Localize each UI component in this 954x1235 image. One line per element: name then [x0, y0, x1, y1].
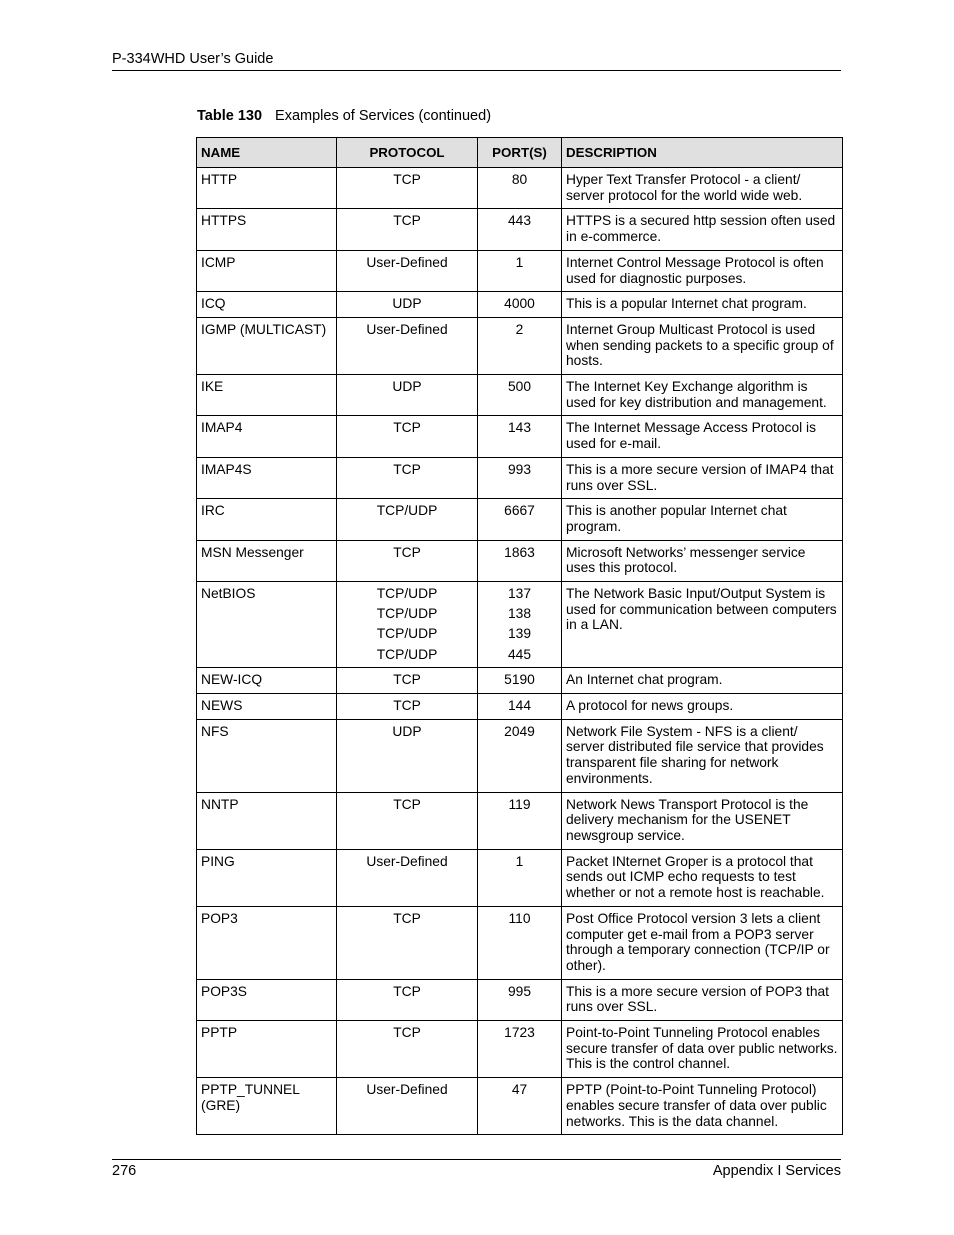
column-header-description: DESCRIPTION: [562, 138, 843, 168]
page-header: [112, 51, 841, 71]
description-cell: The Internet Key Exchange algorithm is used for key distribution and management.: [562, 375, 843, 416]
description-cell: A protocol for news groups.: [562, 694, 843, 720]
protocol-value: TCP: [393, 983, 421, 999]
description-cell: Network File System - NFS is a client/ server distributed file service that provides transparent file sharing for network environments.: [562, 719, 843, 792]
table-row: [197, 979, 843, 1020]
description-cell: This is a more secure version of POP3 that runs over SSL.: [562, 979, 843, 1020]
protocol-value: TCP/UDP: [376, 586, 438, 602]
port-value: 1: [515, 853, 524, 869]
description-cell: HTTPS is a secured http session often used in e-commerce.: [562, 209, 843, 250]
table-row: [197, 906, 843, 979]
guide-title: P-334WHD User’s Guide: [112, 51, 274, 67]
protocol-cell: [337, 457, 478, 498]
port-value: 6667: [504, 503, 535, 519]
service-name-cell: NEW-ICQ: [197, 668, 337, 694]
description-cell: This is another popular Internet chat program.: [562, 499, 843, 540]
table-row: [197, 499, 843, 540]
port-value: 1723: [504, 1025, 535, 1041]
port-value: 1863: [504, 544, 535, 560]
ports-cell: [478, 719, 562, 792]
ports-cell: [478, 209, 562, 250]
table-caption: [197, 108, 491, 124]
description-cell: Packet INternet Groper is a protocol that sends out ICMP echo requests to test whether or not a remote host is reachable.: [562, 849, 843, 906]
description-cell: The Network Basic Input/Output System is used for communication between computers in a LAN.: [562, 582, 843, 668]
protocol-cell: [337, 416, 478, 457]
column-header-name: NAME: [197, 138, 337, 168]
port-value: 144: [507, 698, 532, 714]
description-cell: Post Office Protocol version 3 lets a client computer get e-mail from a POP3 server through a temporary connection (TCP/IP or other).: [562, 906, 843, 979]
table-row: [197, 375, 843, 416]
description-cell: Point-to-Point Tunneling Protocol enables secure transfer of data over public networks. This is the control channel.: [562, 1021, 843, 1078]
protocol-cell: [337, 792, 478, 849]
protocol-value: TCP: [393, 1025, 421, 1041]
ports-cell: [478, 375, 562, 416]
protocol-cell: [337, 849, 478, 906]
protocol-value: TCP: [393, 213, 421, 229]
ports-cell: [478, 792, 562, 849]
service-name-cell: IGMP (MULTICAST): [197, 317, 337, 374]
protocol-value: User-Defined: [366, 254, 448, 270]
table-header-row: [197, 138, 843, 168]
protocol-value: TCP: [393, 910, 421, 926]
port-value: 47: [511, 1082, 528, 1098]
table-row: [197, 250, 843, 291]
protocol-value: UDP: [392, 379, 422, 395]
ports-cell: [478, 668, 562, 694]
protocol-value: TCP: [393, 698, 421, 714]
section-title: Appendix I Services: [712, 1163, 841, 1179]
table-row: [197, 694, 843, 720]
ports-cell: [478, 582, 562, 668]
protocol-value: TCP: [393, 420, 421, 436]
service-name-cell: ICQ: [197, 292, 337, 318]
ports-cell: [478, 168, 562, 209]
table-row: [197, 1078, 843, 1135]
table-row: [197, 849, 843, 906]
port-value: 138: [507, 606, 532, 622]
port-value: 5190: [504, 672, 535, 688]
table-row: [197, 668, 843, 694]
ports-cell: [478, 1021, 562, 1078]
port-value: 119: [508, 796, 531, 812]
service-name-cell: PPTP_TUNNEL (GRE): [197, 1078, 337, 1135]
port-value: 500: [507, 379, 532, 395]
table-title: Examples of Services (continued): [275, 108, 492, 124]
service-name-cell: MSN Messenger: [197, 540, 337, 581]
port-value: 143: [507, 420, 532, 436]
port-value: 445: [507, 646, 532, 662]
port-value: 1: [515, 254, 524, 270]
services-table: [196, 137, 843, 1135]
service-name-cell: PING: [197, 849, 337, 906]
protocol-value: TCP/UDP: [376, 503, 438, 519]
table-number: Table 130: [197, 108, 263, 124]
page-footer: [112, 1159, 841, 1179]
table-row: [197, 582, 843, 668]
protocol-cell: [337, 540, 478, 581]
protocol-cell: [337, 375, 478, 416]
table-row: [197, 540, 843, 581]
protocol-cell: [337, 1021, 478, 1078]
description-cell: An Internet chat program.: [562, 668, 843, 694]
protocol-value: UDP: [392, 723, 422, 739]
page-number: 276: [112, 1163, 137, 1179]
ports-cell: [478, 694, 562, 720]
protocol-cell: [337, 719, 478, 792]
port-value: 80: [511, 172, 528, 187]
ports-cell: [478, 317, 562, 374]
description-cell: This is a popular Internet chat program.: [562, 292, 843, 318]
protocol-value: TCP: [393, 172, 421, 187]
port-value: 443: [507, 213, 532, 229]
description-cell: This is a more secure version of IMAP4 that runs over SSL.: [562, 457, 843, 498]
table-row: [197, 416, 843, 457]
port-value: 110: [508, 910, 531, 926]
protocol-cell: [337, 499, 478, 540]
table-row: [197, 209, 843, 250]
ports-cell: [478, 250, 562, 291]
description-cell: Internet Control Message Protocol is often used for diagnostic purposes.: [562, 250, 843, 291]
description-cell: PPTP (Point-to-Point Tunneling Protocol) enables secure transfer of data over public networks. This is the data channel.: [562, 1078, 843, 1135]
protocol-value: TCP/UDP: [376, 646, 438, 662]
protocol-cell: [337, 292, 478, 318]
protocol-cell: [337, 317, 478, 374]
port-value: 995: [507, 983, 532, 999]
protocol-value: User-Defined: [366, 853, 448, 869]
port-value: 2049: [504, 723, 535, 739]
protocol-value: TCP: [393, 796, 421, 812]
ports-cell: [478, 499, 562, 540]
port-value: 4000: [504, 296, 535, 312]
table-row: [197, 457, 843, 498]
description-cell: Network News Transport Protocol is the delivery mechanism for the USENET newsgroup service.: [562, 792, 843, 849]
ports-cell: [478, 849, 562, 906]
table-row: [197, 292, 843, 318]
protocol-cell: [337, 1078, 478, 1135]
service-name-cell: HTTP: [197, 168, 337, 209]
ports-cell: [478, 979, 562, 1020]
service-name-cell: NetBIOS: [197, 582, 337, 668]
protocol-cell: [337, 168, 478, 209]
protocol-value: TCP: [393, 544, 421, 560]
description-cell: The Internet Message Access Protocol is used for e-mail.: [562, 416, 843, 457]
service-name-cell: IMAP4: [197, 416, 337, 457]
ports-cell: [478, 906, 562, 979]
service-name-cell: PPTP: [197, 1021, 337, 1078]
column-header-protocol: PROTOCOL: [337, 138, 478, 168]
column-header-ports: PORT(S): [478, 138, 562, 168]
service-name-cell: ICMP: [197, 250, 337, 291]
service-name-cell: POP3: [197, 906, 337, 979]
service-name-cell: POP3S: [197, 979, 337, 1020]
protocol-value: TCP/UDP: [376, 606, 438, 622]
protocol-cell: [337, 694, 478, 720]
protocol-cell: [337, 582, 478, 668]
description-cell: Hyper Text Transfer Protocol - a client/ server protocol for the world wide web.: [562, 168, 843, 209]
table-body: [197, 168, 843, 1135]
protocol-cell: [337, 668, 478, 694]
protocol-value: User-Defined: [366, 321, 448, 337]
port-value: 2: [515, 321, 524, 337]
ports-cell: [478, 416, 562, 457]
ports-cell: [478, 1078, 562, 1135]
service-name-cell: NEWS: [197, 694, 337, 720]
service-name-cell: HTTPS: [197, 209, 337, 250]
table-row: [197, 317, 843, 374]
protocol-cell: [337, 209, 478, 250]
protocol-value: TCP/UDP: [376, 626, 438, 642]
protocol-cell: [337, 906, 478, 979]
service-name-cell: IKE: [197, 375, 337, 416]
table-row: [197, 719, 843, 792]
service-name-cell: IMAP4S: [197, 457, 337, 498]
protocol-value: UDP: [392, 296, 422, 312]
ports-cell: [478, 457, 562, 498]
table-row: [197, 792, 843, 849]
service-name-cell: IRC: [197, 499, 337, 540]
port-value: 993: [507, 461, 532, 477]
ports-cell: [478, 540, 562, 581]
protocol-cell: [337, 250, 478, 291]
port-value: 137: [507, 586, 532, 602]
service-name-cell: NFS: [197, 719, 337, 792]
table-row: [197, 168, 843, 209]
protocol-cell: [337, 979, 478, 1020]
table-row: [197, 1021, 843, 1078]
service-name-cell: NNTP: [197, 792, 337, 849]
protocol-value: User-Defined: [366, 1082, 448, 1098]
ports-cell: [478, 292, 562, 318]
port-value: 139: [507, 626, 532, 642]
description-cell: Internet Group Multicast Protocol is used when sending packets to a specific group of hosts.: [562, 317, 843, 374]
description-cell: Microsoft Networks’ messenger service uses this protocol.: [562, 540, 843, 581]
protocol-value: TCP: [393, 461, 421, 477]
protocol-value: TCP: [393, 672, 421, 688]
